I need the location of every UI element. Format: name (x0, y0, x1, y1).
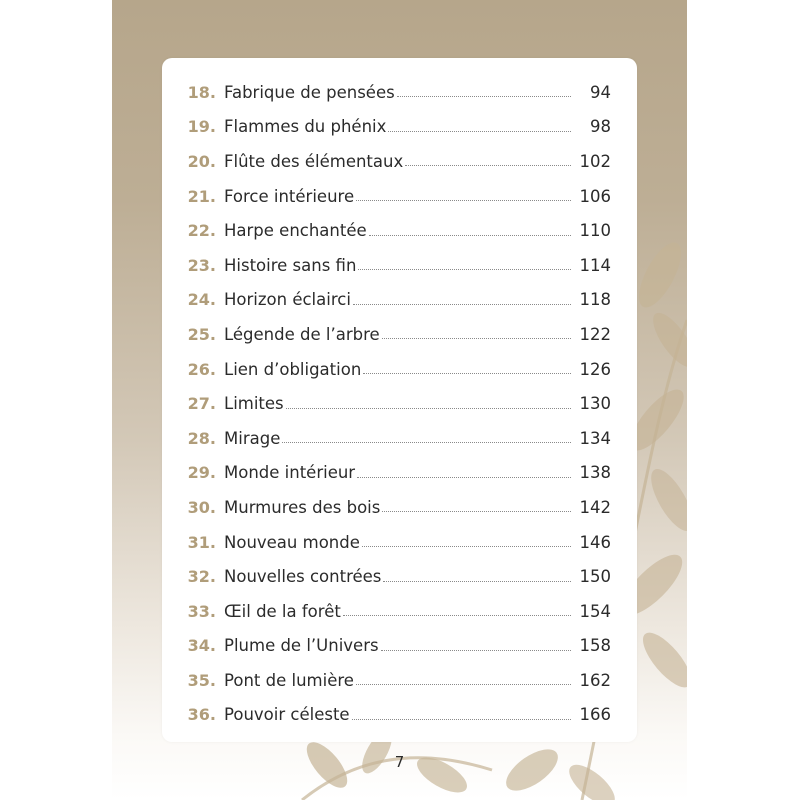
toc-entry-title: Mirage (224, 428, 281, 448)
toc-entry-page: 114 (579, 255, 611, 275)
table-of-contents-card (162, 58, 637, 742)
toc-entry-number: 21. (187, 186, 216, 206)
dot-leader (282, 441, 571, 443)
toc-entry[interactable] (162, 386, 637, 421)
toc-entry-page: 102 (579, 151, 611, 171)
toc-entry-page: 142 (579, 497, 611, 517)
toc-entry-number: 28. (187, 428, 216, 448)
toc-entry-number: 34. (187, 636, 216, 656)
toc-entry-number: 22. (187, 221, 216, 241)
toc-entry-title: Nouvelles contrées (224, 567, 382, 587)
toc-entry-number: 35. (187, 670, 216, 690)
dot-leader (353, 303, 571, 305)
dot-leader (382, 510, 571, 512)
dot-leader (356, 199, 571, 201)
toc-entry[interactable] (162, 248, 637, 283)
toc-entry-title: Flûte des élémentaux (224, 151, 404, 171)
toc-entry-page: 118 (579, 290, 611, 310)
toc-entry-title: Monde intérieur (224, 463, 356, 483)
toc-entry-title: Œil de la forêt (224, 601, 341, 621)
toc-entry[interactable] (162, 698, 637, 733)
toc-entry[interactable] (162, 213, 637, 248)
toc-entry-title: Harpe enchantée (224, 221, 367, 241)
toc-entry-number: 24. (187, 290, 216, 310)
dot-leader (383, 580, 571, 582)
toc-entry-page: 94 (590, 82, 611, 102)
toc-entry[interactable] (162, 352, 637, 387)
book-page (112, 0, 687, 800)
toc-entry[interactable] (162, 75, 637, 110)
toc-entry-page: 126 (579, 359, 611, 379)
toc-entry-title: Flammes du phénix (224, 117, 387, 137)
toc-entry[interactable] (162, 456, 637, 491)
toc-entry-page: 106 (579, 186, 611, 206)
toc-entry-page: 130 (579, 394, 611, 414)
toc-entry-number: 30. (187, 497, 216, 517)
dot-leader (343, 614, 571, 616)
toc-entry[interactable] (162, 283, 637, 318)
dot-leader (388, 130, 571, 132)
toc-entry-title: Force intérieure (224, 186, 355, 206)
toc-entry[interactable] (162, 629, 637, 664)
toc-entry[interactable] (162, 144, 637, 179)
toc-entry-title: Nouveau monde (224, 532, 360, 552)
toc-entry-page: 110 (579, 221, 611, 241)
toc-entry-number: 31. (187, 532, 216, 552)
dot-leader (369, 234, 571, 236)
toc-entry-page: 154 (579, 601, 611, 621)
dot-leader (362, 545, 571, 547)
toc-entry[interactable] (162, 490, 637, 525)
dot-leader (381, 649, 571, 651)
toc-entry-page: 98 (590, 117, 611, 137)
toc-entry-number: 33. (187, 601, 216, 621)
dot-leader (363, 372, 571, 374)
toc-entry[interactable] (162, 179, 637, 214)
toc-entry-page: 138 (579, 463, 611, 483)
toc-entry-page: 150 (579, 567, 611, 587)
dot-leader (356, 683, 571, 685)
toc-entry-page: 158 (579, 636, 611, 656)
toc-entry-title: Pouvoir céleste (224, 705, 350, 725)
toc-entry-title: Fabrique de pensées (224, 82, 395, 102)
toc-entry-title: Limites (224, 394, 284, 414)
toc-entry-number: 18. (187, 82, 216, 102)
toc-entry-title: Plume de l’Univers (224, 636, 379, 656)
toc-entry-number: 26. (187, 359, 216, 379)
page-number: 7 (394, 753, 405, 771)
toc-entry-title: Murmures des bois (224, 497, 381, 517)
dot-leader (286, 407, 571, 409)
toc-entry[interactable] (162, 663, 637, 698)
toc-list (162, 75, 637, 732)
toc-entry-number: 23. (187, 255, 216, 275)
toc-entry[interactable] (162, 594, 637, 629)
toc-entry-number: 20. (187, 151, 216, 171)
toc-entry-number: 27. (187, 394, 216, 414)
toc-entry-page: 122 (579, 324, 611, 344)
toc-entry-title: Légende de l’arbre (224, 324, 380, 344)
toc-entry-title: Horizon éclairci (224, 290, 351, 310)
toc-entry-page: 166 (579, 705, 611, 725)
toc-entry-number: 19. (187, 117, 216, 137)
toc-entry[interactable] (162, 317, 637, 352)
toc-entry[interactable] (162, 525, 637, 560)
toc-entry[interactable] (162, 421, 637, 456)
toc-entry-title: Histoire sans fin (224, 255, 357, 275)
toc-entry-title: Pont de lumière (224, 670, 354, 690)
toc-entry-page: 146 (579, 532, 611, 552)
dot-leader (382, 337, 571, 339)
dot-leader (352, 718, 571, 720)
toc-entry-number: 25. (187, 324, 216, 344)
toc-entry-number: 32. (187, 567, 216, 587)
toc-entry-page: 134 (579, 428, 611, 448)
toc-entry-number: 36. (187, 705, 216, 725)
toc-entry-page: 162 (579, 670, 611, 690)
toc-entry-number: 29. (187, 463, 216, 483)
toc-entry[interactable] (162, 559, 637, 594)
toc-entry[interactable] (162, 110, 637, 145)
dot-leader (357, 476, 571, 478)
toc-entry-title: Lien d’obligation (224, 359, 362, 379)
dot-leader (405, 164, 571, 166)
dot-leader (358, 268, 571, 270)
dot-leader (397, 95, 571, 97)
